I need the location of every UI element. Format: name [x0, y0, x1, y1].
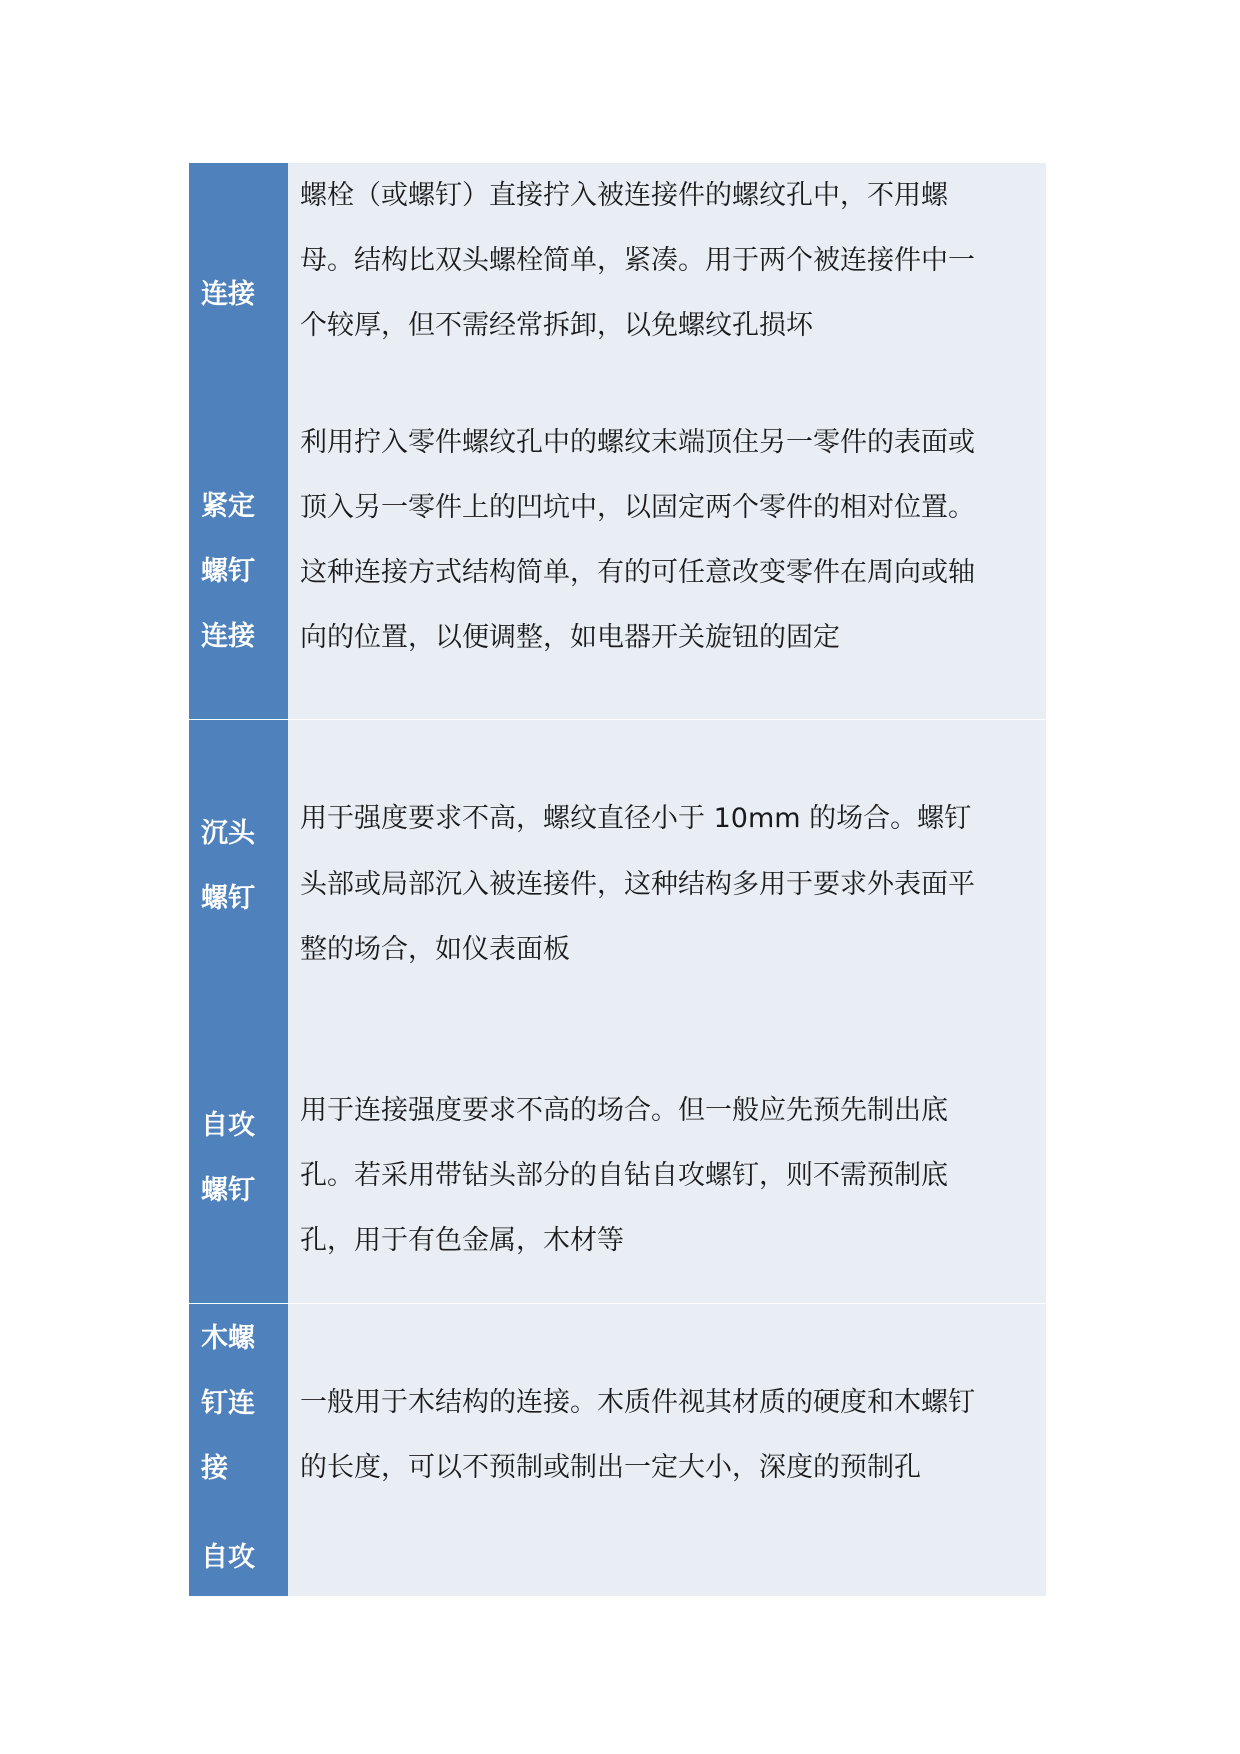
- description-line: 利用拧入零件螺纹孔中的螺纹末端顶住另一零件的表面或: [300, 427, 975, 458]
- row-description-cell: [288, 1304, 1046, 1596]
- table-row-1: [189, 163, 1046, 426]
- row-description-cell: [288, 720, 1046, 1012]
- table-row-5: [189, 1304, 1046, 1596]
- description-line: 一般用于木结构的连接。木质件视其材质的硬度和木螺钉: [300, 1387, 975, 1418]
- row-label-line: 螺钉: [201, 883, 255, 914]
- description-line: 螺栓（或螺钉）直接拧入被连接件的螺纹孔中，不用螺: [300, 180, 948, 211]
- row-label-line: 沉头: [201, 818, 255, 849]
- row-description-cell: [288, 426, 1046, 720]
- table-row-2: [189, 426, 1046, 720]
- description-line: 头部或局部沉入被连接件，这种结构多用于要求外表面平: [300, 869, 975, 900]
- row-label-line: 钉连: [201, 1388, 255, 1419]
- row-label-line: 木螺: [201, 1323, 255, 1354]
- row-label-cell: [189, 163, 288, 426]
- row-label-line: 螺钉: [201, 556, 255, 587]
- description-line: 整的场合，如仪表面板: [300, 934, 570, 965]
- row-label-cell: [189, 720, 288, 1012]
- description-line: 用于连接强度要求不高的场合。但一般应先预先制出底: [300, 1095, 948, 1126]
- table-row-4: [189, 1012, 1046, 1304]
- row-label-line: 自攻: [201, 1110, 255, 1141]
- table-row-3: [189, 720, 1046, 1012]
- row-description-cell: [288, 163, 1046, 426]
- description-line: 这种连接方式结构简单，有的可任意改变零件在周向或轴: [300, 557, 975, 588]
- row-label-cell: [189, 426, 288, 720]
- description-line: 个较厚，但不需经常拆卸，以免螺纹孔损坏: [300, 310, 813, 341]
- description-line: 向的位置，以便调整，如电器开关旋钮的固定: [300, 622, 840, 653]
- row-label-line: 螺钉: [201, 1175, 255, 1206]
- description-line: 孔。若采用带钻头部分的自钻自攻螺钉，则不需预制底: [300, 1160, 948, 1191]
- row-label-cell: [189, 1304, 288, 1596]
- row-label-cell: [189, 1012, 288, 1304]
- description-line: 用于强度要求不高，螺纹直径小于 10mm 的场合。螺钉: [300, 803, 972, 834]
- description-line: 孔，用于有色金属，木材等: [300, 1225, 624, 1256]
- row-label-line: 连接: [201, 621, 255, 652]
- row-label-line: 紧定: [201, 491, 255, 522]
- row-label-line: 自攻: [201, 1542, 255, 1573]
- row-label-line: 接: [201, 1453, 228, 1484]
- description-line: 顶入另一零件上的凹坑中，以固定两个零件的相对位置。: [300, 492, 975, 523]
- description-line: 母。结构比双头螺栓简单，紧凑。用于两个被连接件中一: [300, 245, 975, 276]
- description-line: 的长度，可以不预制或制出一定大小，深度的预制孔: [300, 1452, 921, 1483]
- row-label-line: 连接: [201, 279, 255, 310]
- row-description-cell: [288, 1012, 1046, 1304]
